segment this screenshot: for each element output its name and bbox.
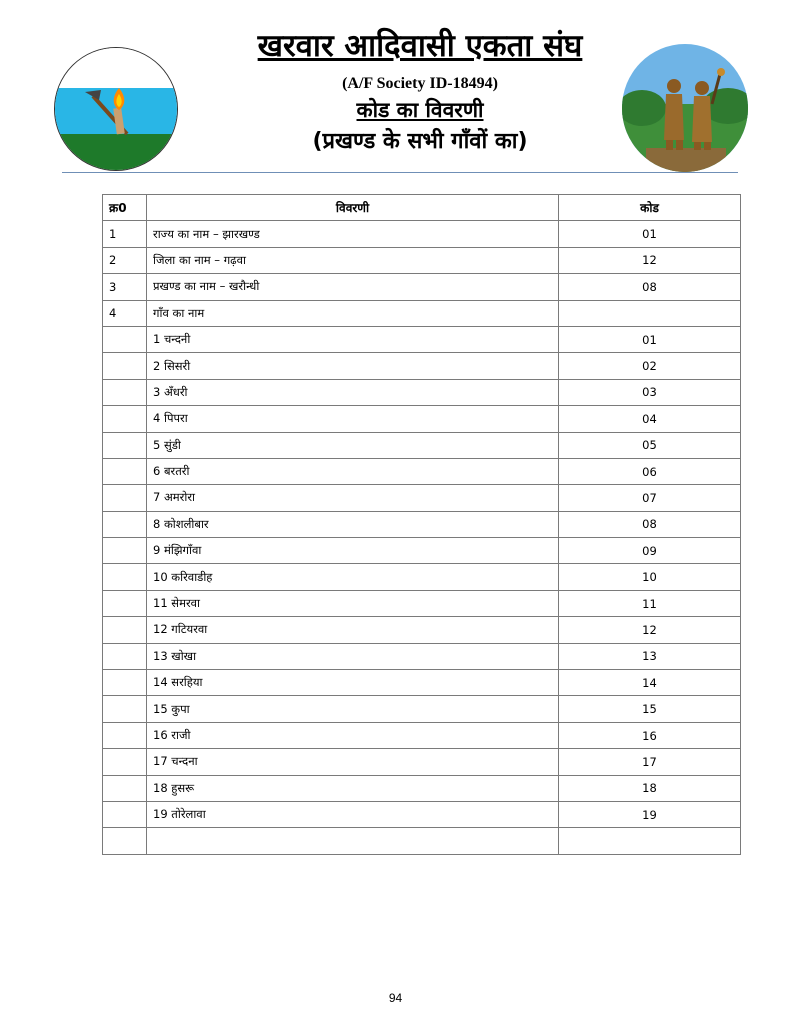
row-serial [103,722,147,748]
row-code [559,300,741,326]
header-divider [62,172,738,173]
row-serial [103,432,147,458]
row-code: 14 [559,670,741,696]
table-row [103,617,741,643]
row-description: प्रखण्ड का नाम – खरौन्धी [147,274,559,300]
row-code: 16 [559,722,741,748]
table-row [103,643,741,669]
row-serial [103,538,147,564]
table-row [103,379,741,405]
table-row [103,749,741,775]
row-description: 7 अमरोरा [147,485,559,511]
header-serial: क्र0 [103,195,147,221]
table-row [103,274,741,300]
table-row [103,538,741,564]
row-code: 12 [559,617,741,643]
table-body [103,221,741,854]
page-subtitle: कोड का विवरणी [356,98,484,122]
row-code: 19 [559,801,741,827]
row-code: 13 [559,643,741,669]
row-serial [103,696,147,722]
row-description: 1 चन्दनी [147,326,559,352]
row-description: 9 मंझिगाँवा [147,538,559,564]
row-description: जिला का नाम – गढ़वा [147,247,559,273]
row-serial: 2 [103,247,147,273]
table-row [103,564,741,590]
row-description [147,828,559,854]
page-number: 94 [388,991,403,1005]
row-description: 11 सेमरवा [147,590,559,616]
row-serial [103,775,147,801]
row-code: 15 [559,696,741,722]
table-row [103,828,741,854]
table-row [103,696,741,722]
row-description: 4 पिपरा [147,406,559,432]
row-code: 03 [559,379,741,405]
row-serial: 1 [103,221,147,247]
table-row [103,722,741,748]
row-serial [103,406,147,432]
row-serial [103,379,147,405]
row-code: 01 [559,221,741,247]
row-description: 16 राजी [147,722,559,748]
row-description: राज्य का नाम – झारखण्ड [147,221,559,247]
row-serial [103,511,147,537]
row-code: 18 [559,775,741,801]
table-row [103,406,741,432]
page-title: खरवार आदिवासी एकता संघ [257,28,583,64]
row-serial [103,749,147,775]
row-serial [103,828,147,854]
row-serial [103,670,147,696]
table-header-row [103,195,741,221]
statue-photo-icon [622,44,748,172]
table-row [103,353,741,379]
flag-emblem-icon [55,48,178,171]
row-serial: 4 [103,300,147,326]
row-code: 12 [559,247,741,273]
page-subtitle-paren: (प्रखण्ड के सभी गाँवों का) [312,129,528,154]
statue-photo [622,44,748,172]
row-code: 06 [559,458,741,484]
row-code: 07 [559,485,741,511]
row-description: 8 कोशलीबार [147,511,559,537]
row-serial [103,326,147,352]
table-row [103,247,741,273]
row-description: 6 बरतरी [147,458,559,484]
code-table [102,194,741,855]
row-description: 12 गटियरवा [147,617,559,643]
table-row [103,670,741,696]
row-serial [103,643,147,669]
row-serial [103,617,147,643]
row-description: 18 हुसरू [147,775,559,801]
row-code: 11 [559,590,741,616]
row-description: 5 सुंडी [147,432,559,458]
table-row [103,221,741,247]
header-code: कोड [559,195,741,221]
row-code: 08 [559,274,741,300]
table-row [103,775,741,801]
row-description: 13 खोखा [147,643,559,669]
row-description: 15 कुपा [147,696,559,722]
header-description: विवरणी [147,195,559,221]
row-code: 10 [559,564,741,590]
table-row [103,326,741,352]
row-code: 01 [559,326,741,352]
society-id: (A/F Society ID-18494) [342,75,498,92]
table-row [103,511,741,537]
row-description: 14 सरहिया [147,670,559,696]
row-description: 2 सिसरी [147,353,559,379]
row-code: 08 [559,511,741,537]
table-row [103,458,741,484]
row-serial: 3 [103,274,147,300]
row-serial [103,590,147,616]
row-description: 10 करिवाडीह [147,564,559,590]
row-code: 17 [559,749,741,775]
table-row [103,590,741,616]
row-code [559,828,741,854]
row-description: 17 चन्दना [147,749,559,775]
table-row [103,432,741,458]
table-row [103,485,741,511]
row-description: 19 तोरेलावा [147,801,559,827]
row-code: 05 [559,432,741,458]
row-serial [103,564,147,590]
table-row [103,801,741,827]
flag-emblem-logo [54,47,178,171]
row-serial [103,801,147,827]
row-serial [103,485,147,511]
table-row [103,300,741,326]
row-description: गाँव का नाम [147,300,559,326]
row-serial [103,458,147,484]
row-code: 02 [559,353,741,379]
row-code: 09 [559,538,741,564]
row-serial [103,353,147,379]
row-description: 3 अँधरी [147,379,559,405]
row-code: 04 [559,406,741,432]
